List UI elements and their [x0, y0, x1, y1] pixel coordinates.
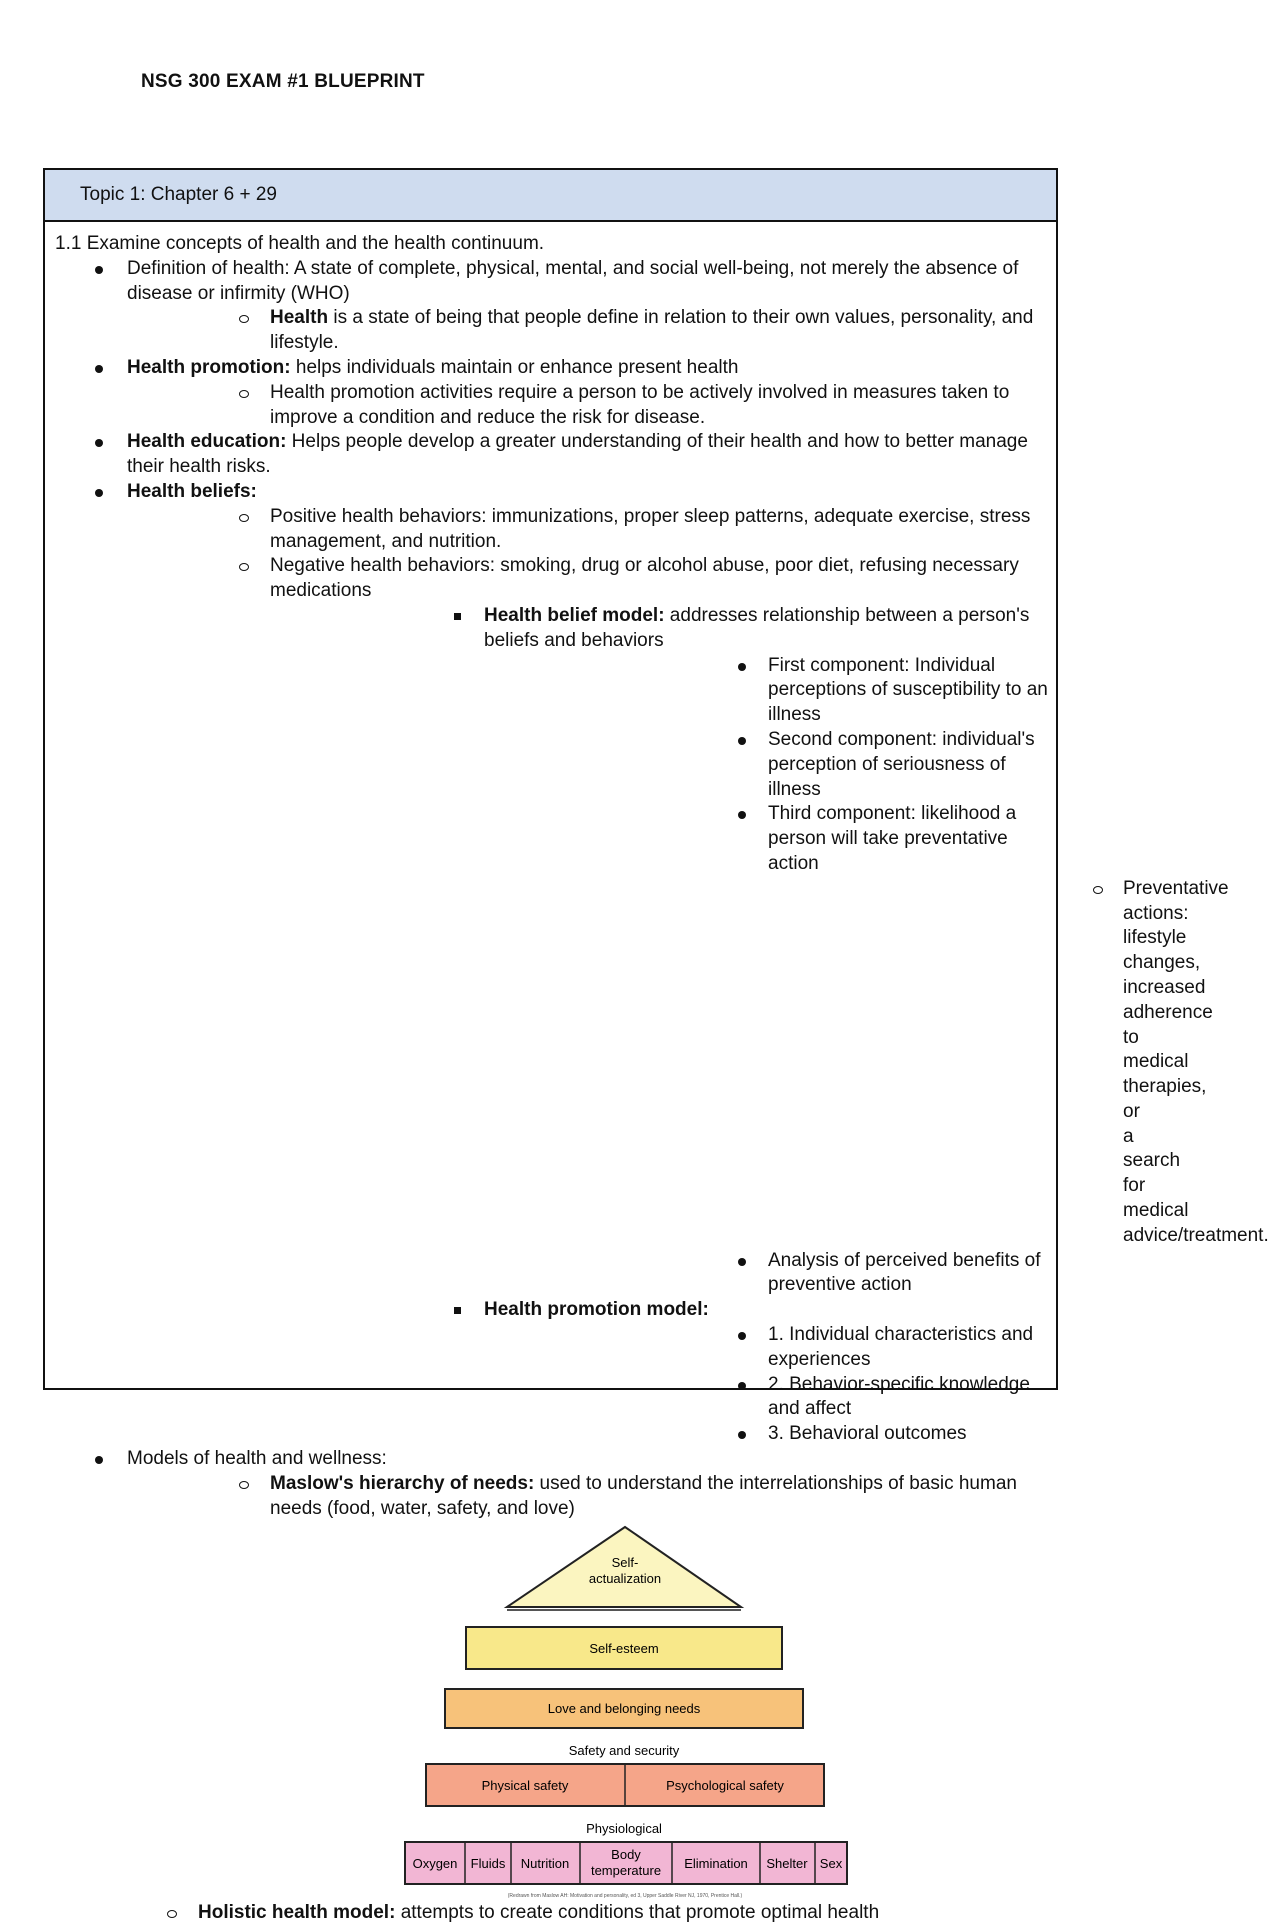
list-item [55, 257, 1048, 356]
body-temperature-label-1: Body [611, 1847, 641, 1863]
circle-bullet-icon [239, 505, 249, 531]
physiological-heading: Physiological [586, 1821, 662, 1837]
item-text: helps individuals maintain or enhance present health [290, 356, 739, 378]
term: Health belief model: [484, 604, 665, 626]
sex-label: Sex [819, 1856, 843, 1872]
item-text: addresses relationship between a person's beliefs and behaviors [484, 604, 1030, 651]
item-text: used to understand the interrelationships of basic human needs (food, water, safety, and love) [270, 1472, 1017, 1519]
love-label: Love and belonging needs [547, 1701, 701, 1717]
list-item [55, 356, 1048, 430]
document-title: NSG 300 EXAM #1 BLUEPRINT [141, 71, 425, 92]
maslow-hierarchy-diagram [45, 1521, 1056, 1901]
list-item [127, 381, 1048, 431]
sub-list [127, 306, 1048, 356]
sub-list [55, 1901, 1048, 1926]
bullet-icon [738, 1373, 746, 1399]
list-item [484, 802, 1269, 1248]
item-text: 2. Behavior-specific knowledge and affect [768, 1373, 1030, 1420]
item-text: Third component: likelihood a person will take preventative action [768, 803, 1017, 874]
term: Health promotion: [127, 356, 291, 378]
list-item [270, 1298, 1048, 1447]
term: Health beliefs: [127, 480, 257, 502]
bullet-icon [95, 257, 103, 283]
body-temperature-label-2: temperature [590, 1863, 662, 1879]
bullet-icon [738, 1422, 746, 1448]
physical-safety-label: Physical safety [481, 1778, 569, 1794]
item-text: Health promotion activities require a person to be actively involved in measures taken to improve a condition and reduce the risk for disease. [270, 381, 1010, 428]
nutrition-label: Nutrition [520, 1856, 570, 1872]
objective-heading: 1.1 Examine concepts of health and the health continuum. [55, 233, 545, 254]
item-text: Models of health and wellness: [127, 1448, 387, 1470]
item-text: is a state of being that people define in relation to their own values, personality, and lifestyle. [270, 307, 1034, 354]
sub-list [768, 877, 1269, 1249]
sub-list [127, 505, 1269, 1447]
bullet-icon [738, 654, 746, 680]
circle-bullet-icon [239, 306, 249, 332]
term: Holistic health model: [198, 1902, 396, 1924]
circle-bullet-icon [167, 1901, 177, 1927]
list-item [55, 1901, 1048, 1926]
list-item [127, 554, 1269, 1447]
sub-list [127, 1472, 1048, 1522]
list-item [127, 306, 1048, 356]
square-bullet-icon [454, 1298, 461, 1323]
bullet-icon [95, 1447, 103, 1473]
list-item [484, 1323, 1048, 1373]
main-list [55, 257, 1269, 1522]
sub-list [484, 654, 1269, 1299]
bullet-icon [95, 356, 103, 382]
item-text: Preventative actions: lifestyle changes, increased adherence to medical therapies, or a search for medical advice/treatment. [1123, 877, 1269, 1246]
safety-heading: Safety and security [568, 1743, 680, 1759]
item-text: Helps people develop a greater understanding of their health and how to better manage their health risks. [127, 431, 1028, 478]
item-text: 1. Individual characteristics and experiences [768, 1324, 1034, 1370]
oxygen-label: Oxygen [412, 1856, 458, 1872]
list-item [484, 1249, 1048, 1299]
list-item [55, 1447, 1048, 1521]
circle-bullet-icon [239, 381, 249, 407]
bullet-icon [738, 1249, 746, 1275]
list-item [484, 1422, 1048, 1447]
item-text: Negative health behaviors: smoking, drug or alcohol abuse, poor diet, refusing necessary medications [270, 555, 1019, 602]
term: Health promotion model: [484, 1299, 709, 1321]
term: Health [270, 307, 329, 329]
list-item [55, 1901, 1048, 1926]
main-list-continued [55, 1901, 1048, 1926]
item-text: First component: Individual perceptions of susceptibility to an illness [768, 654, 1048, 726]
psychological-safety-label: Psychological safety [666, 1778, 784, 1794]
item-text: attempts to create conditions that promote optimal health [395, 1902, 880, 1924]
definition-text: Definition of health: A state of complete, physical, mental, and social well-being, not merely the absence of disease or infirmity (WHO) [127, 257, 1019, 304]
topic-header: Topic 1: Chapter 6 + 29 [45, 170, 1056, 222]
item-text: Analysis of perceived benefits of preventive action [768, 1249, 1041, 1296]
list-item [55, 430, 1048, 480]
topic-table [43, 168, 1269, 1924]
self-esteem-label: Self-esteem [589, 1641, 659, 1657]
shelter-label: Shelter [766, 1856, 808, 1872]
list-item [768, 877, 1269, 1249]
self-actualization-label-1: Self- [611, 1555, 639, 1571]
bullet-icon [95, 480, 103, 506]
self-actualization-label-2: actualization [588, 1571, 662, 1587]
list-item [55, 480, 1269, 1447]
list-item [270, 604, 1269, 1298]
bullet-icon [738, 1323, 746, 1349]
circle-bullet-icon [239, 554, 249, 580]
item-text: 3. Behavioral outcomes [768, 1423, 967, 1445]
bullet-icon [738, 728, 746, 754]
list-item [484, 728, 1048, 802]
elimination-label: Elimination [684, 1856, 748, 1872]
square-bullet-icon [454, 604, 461, 629]
list-item [127, 1472, 1048, 1522]
topic-content [45, 222, 1269, 1926]
bullet-icon [95, 430, 103, 456]
diagram-citation: (Redrawn from Maslow AH: Motivation and personality, ed 3, Upper Saddle River NJ, 1970, Prentice Hall.) [507, 1893, 743, 1900]
circle-bullet-icon [239, 1472, 249, 1498]
fluids-label: Fluids [470, 1856, 506, 1872]
item-text: Positive health behaviors: immunizations, proper sleep patterns, adequate exercise, stress management, and nutrition. [270, 505, 1031, 552]
list-item [127, 505, 1048, 555]
sub-list [270, 604, 1269, 1447]
list-item [484, 1373, 1048, 1423]
sub-list [484, 1323, 1048, 1447]
list-item [484, 654, 1048, 728]
term: Maslow's hierarchy of needs: [270, 1472, 535, 1494]
circle-bullet-icon [1093, 877, 1103, 903]
item-text: Second component: individual's perception of seriousness of illness [768, 728, 1035, 800]
sub-list [127, 381, 1048, 431]
term: Health education: [127, 431, 287, 453]
bullet-icon [738, 802, 746, 828]
